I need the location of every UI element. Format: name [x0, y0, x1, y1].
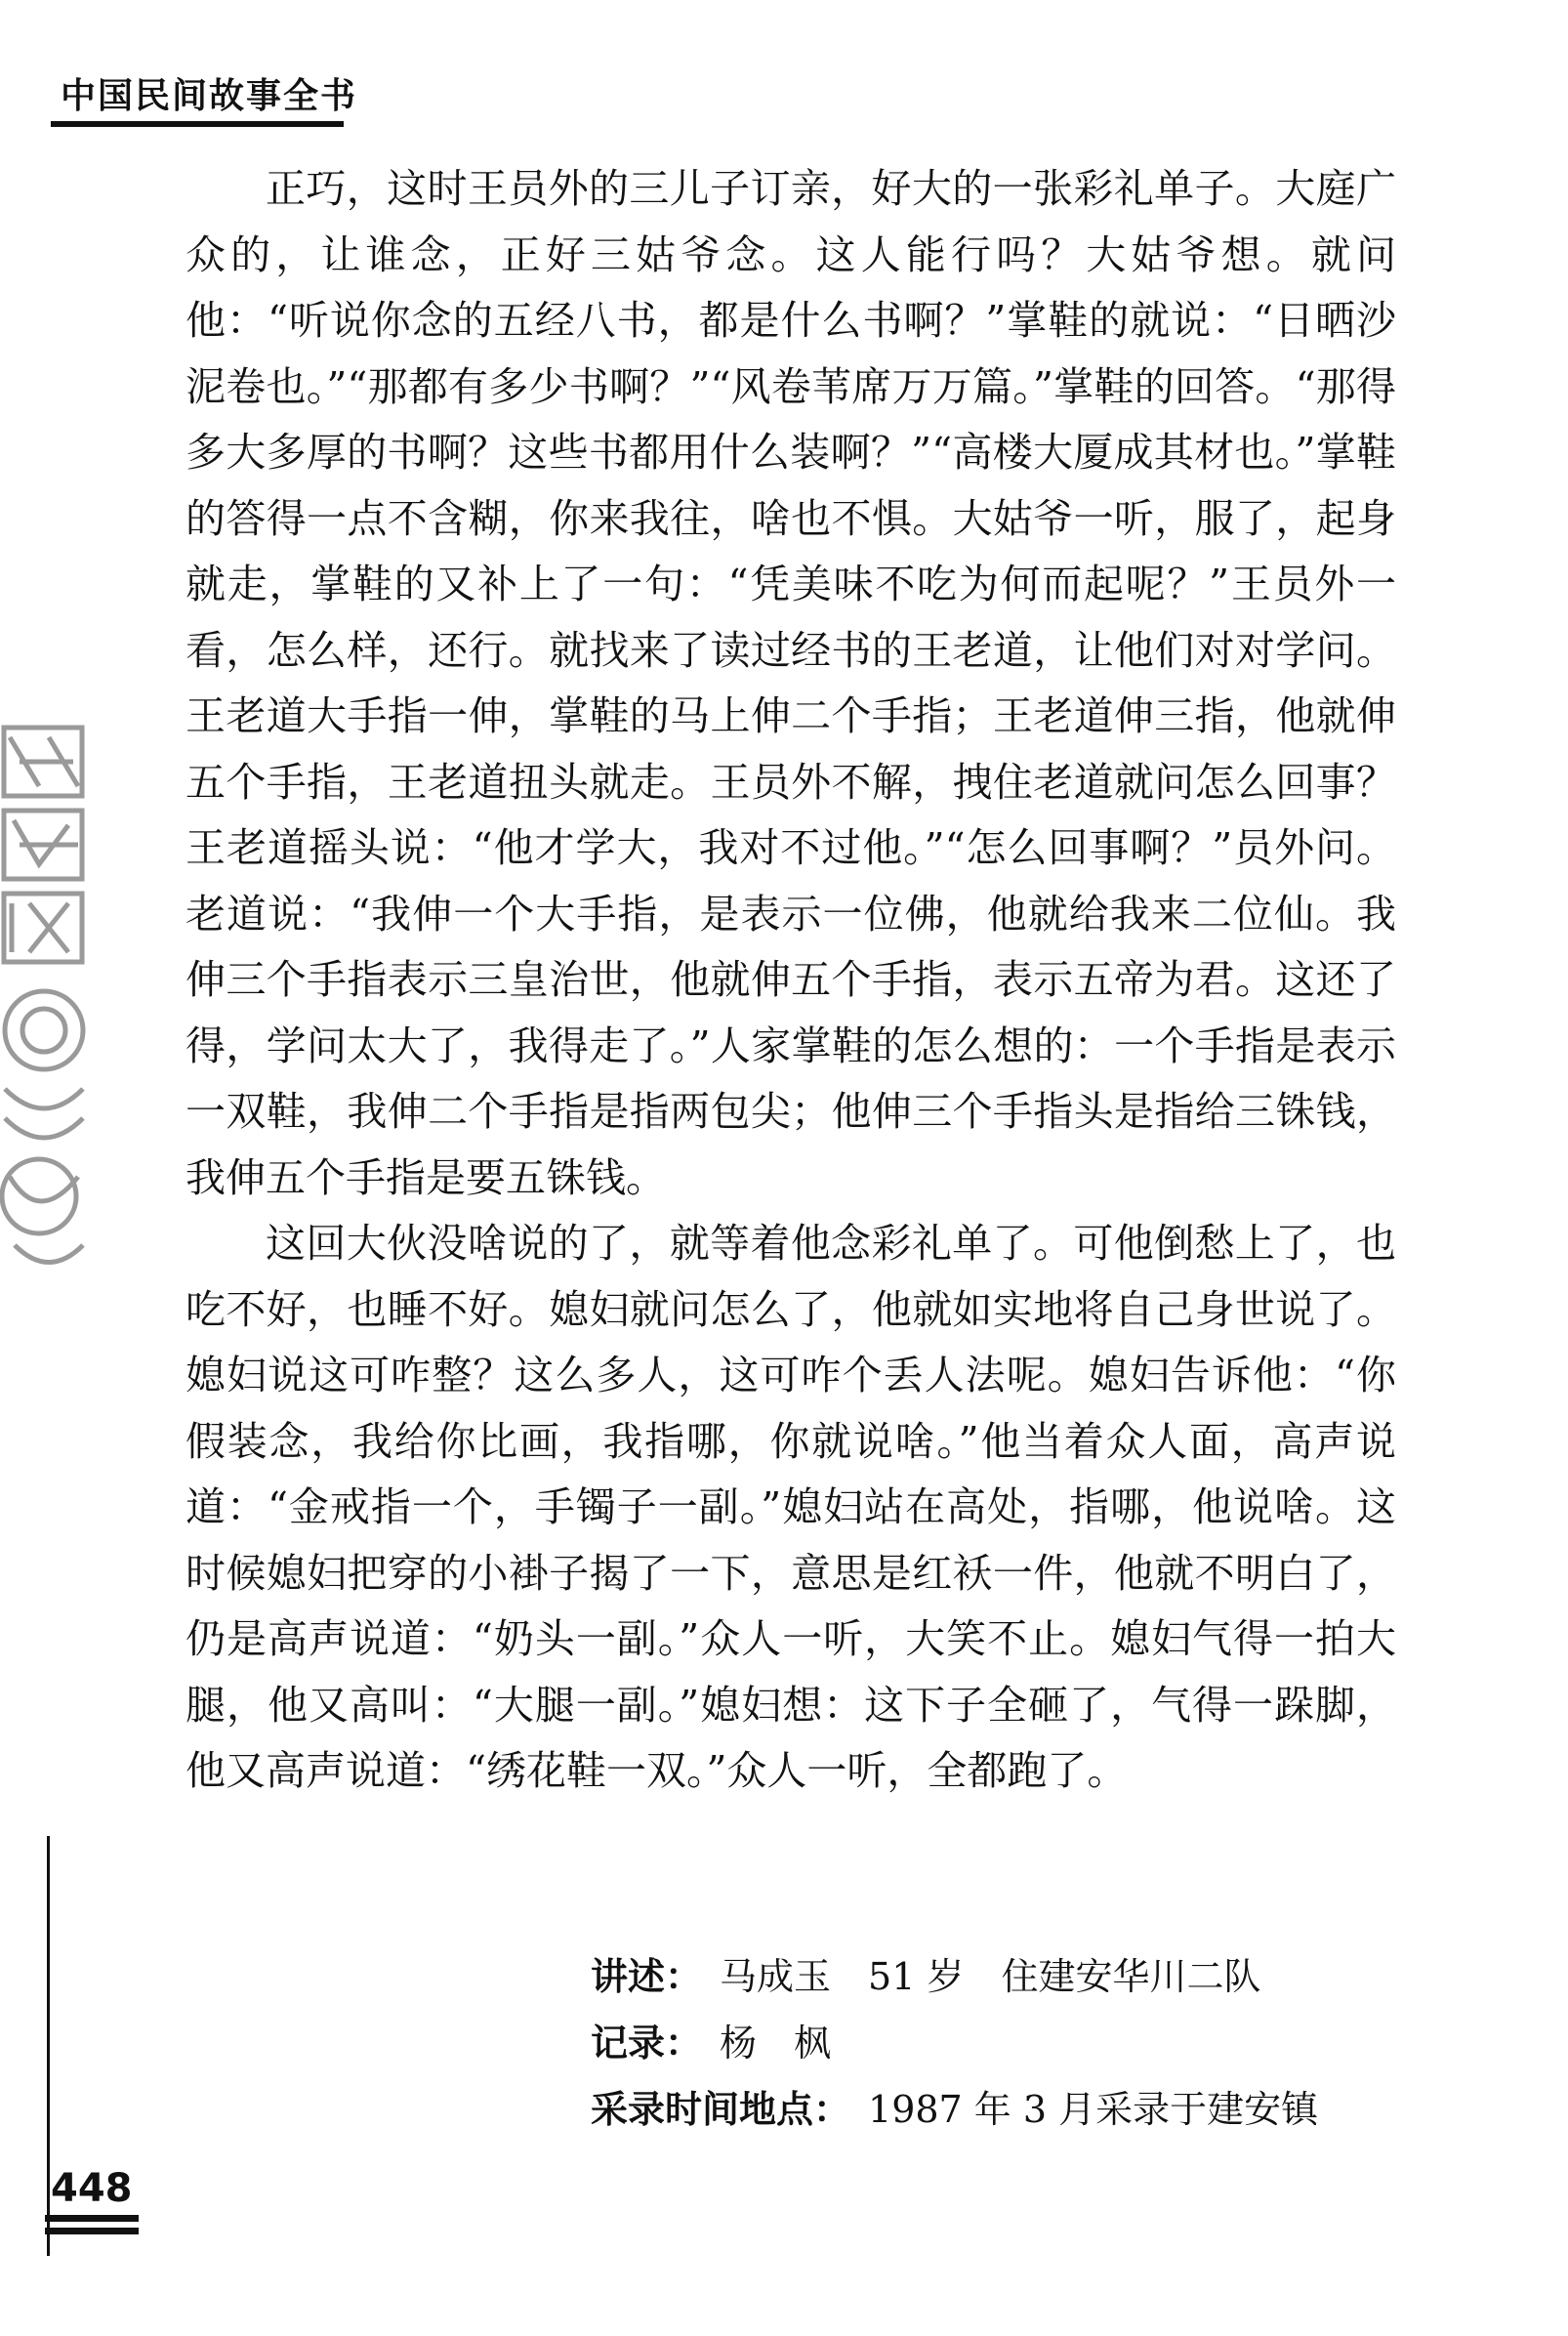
story-body: [186, 156, 1396, 1805]
time-place-value: 1987 年 3 月采录于建安镇: [868, 2088, 1319, 2131]
credits-block: [591, 1943, 1421, 2143]
credit-time-place: [591, 2076, 1421, 2143]
credit-narrator: [591, 1943, 1421, 2010]
side-decoration: [0, 718, 94, 1289]
left-margin-line: [47, 1836, 50, 2256]
credit-recorder: [591, 2010, 1421, 2076]
recorder-value: 杨 枫: [720, 2022, 832, 2065]
time-place-label: 采录时间地点：: [591, 2088, 851, 2131]
paragraph-1: 正巧，这时王员外的三儿子订亲，好大的一张彩礼单子。大庭广众的，让谁念，正好三姑爷念。这人能行吗？大姑爷想。就问他：“听说你念的五经八书，都是什么书啊？”掌鞋的就说：“日晒沙泥卷也。”“那都有多少书啊？”“风卷苇席万万篇。”掌鞋的回答。“那得多大多厚的书啊？这些书都用什么装啊？”“高楼大厦成其材也。”掌鞋的答得一点不含糊，你来我往，啥也不惧。大姑爷一听，服了，起身就走，掌鞋的又补上了一句：“凭美味不吃为何而起呢？”王员外一看，怎么样，还行。就找来了读过经书的王老道，让他们对对学问。王老道大手指一伸，掌鞋的马上伸二个手指；王老道伸三指，他就伸五个手指，王老道扭头就走。王员外不解，拽住老道就问怎么回事？王老道摇头说：“他才学大，我对不过他。”“怎么回事啊？”员外问。老道说：“我伸一个大手指，是表示一位佛，他就给我来二位仙。我伸三个手指表示三皇治世，他就伸五个手指，表示五帝为君。这还了得，学问太大了，我得走了。”人家掌鞋的怎么想的：一个手指是表示一双鞋，我伸二个手指是指两包尖；他伸三个手指头是指给三铢钱，我伸五个手指是要五铢钱。: [186, 165, 1396, 1201]
side-pattern-graphic: [0, 718, 94, 1289]
page-number-rule-bottom: [45, 2228, 139, 2234]
page-number-rule-top: [45, 2215, 139, 2222]
header-rule: [51, 121, 344, 127]
recorder-label: 记录：: [591, 2022, 703, 2065]
narrator-value: 马成玉 51 岁 住建安华川二队: [720, 1955, 1261, 1998]
running-header: 中国民间故事全书: [61, 76, 358, 116]
narrator-label: 讲述：: [591, 1955, 703, 1998]
paragraph-2: 这回大伙没啥说的了，就等着他念彩礼单了。可他倒愁上了，也吃不好，也睡不好。媳妇就问怎么了，他就如实地将自己身世说了。媳妇说这可咋整？这么多人，这可咋个丢人法呢。媳妇告诉他：“你假装念，我给你比画，我指哪，你就说啥。”他当着众人面，高声说道：“金戒指一个，手镯子一副。”媳妇站在高处，指哪，他说啥。这时候媳妇把穿的小褂子揭了一下，意思是红袄一件，他就不明白了，仍是高声说道：“奶头一副。”众人一听，大笑不止。媳妇气得一拍大腿，他又高叫：“大腿一副。”媳妇想：这下子全砸了，气得一跺脚，他又高声说道：“绣花鞋一双。”众人一听，全都跑了。: [186, 1220, 1396, 1794]
page-number: 448: [51, 2166, 133, 2211]
